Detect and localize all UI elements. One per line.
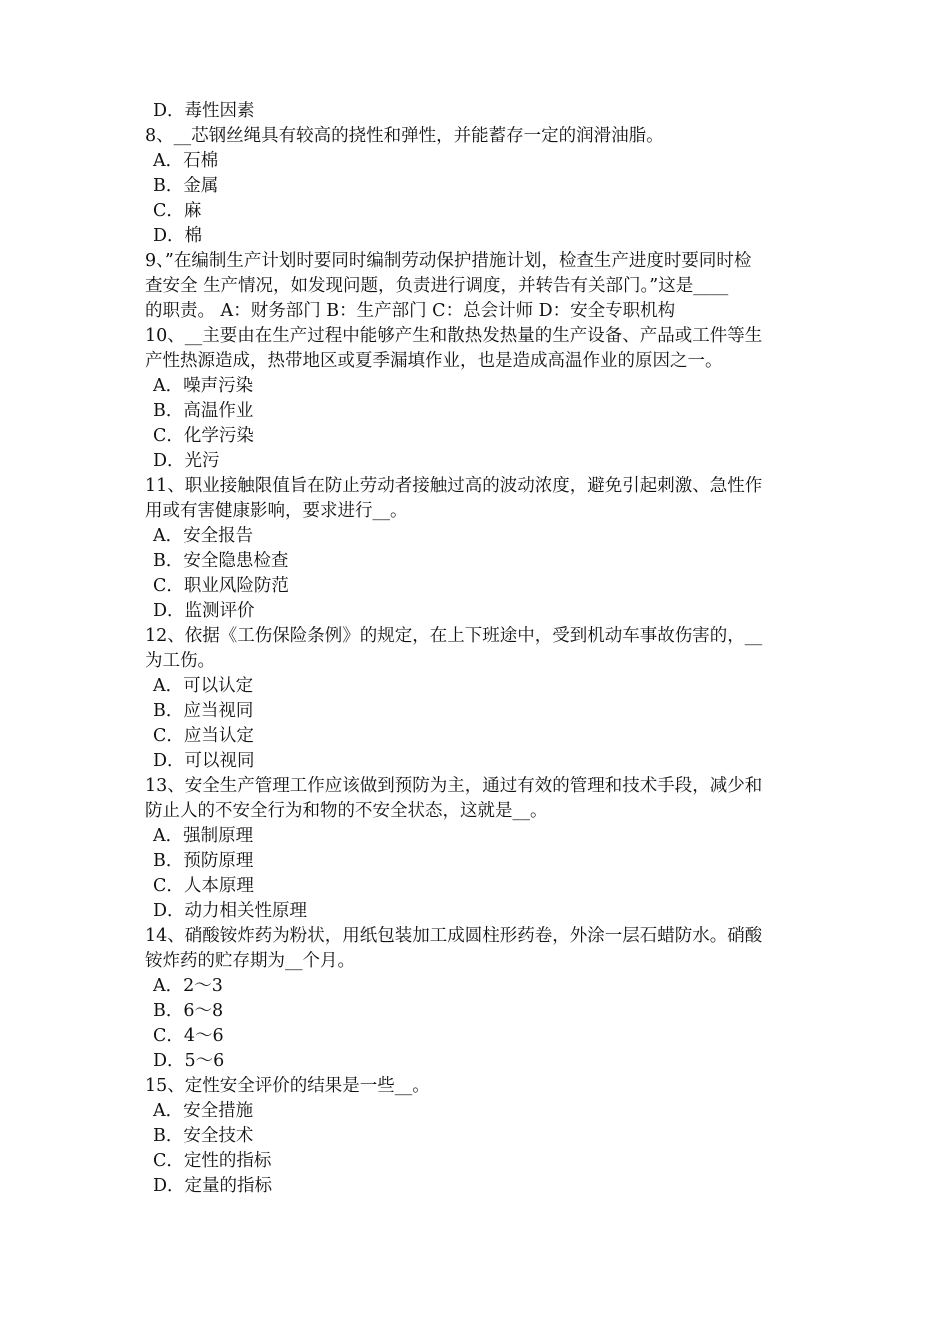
answer-option: D．可以视同: [153, 751, 255, 771]
question-text-line: 查安全 生产情况，如发现问题，负责进行调度，并转告有关部门。”这是____: [145, 276, 729, 296]
answer-option: B．应当视同: [153, 701, 254, 721]
question-text-line: 10、__主要由在生产过程中能够产生和散热发热量的生产设备、产品或工件等生: [145, 326, 763, 346]
answer-option: C．化学污染: [153, 426, 254, 446]
answer-option: C．职业风险防范: [153, 576, 289, 596]
question-text-line: 产性热源造成，热带地区或夏季漏填作业，也是造成高温作业的原因之一。: [145, 351, 723, 371]
question-text-line: 14、硝酸铵炸药为粉状，用纸包装加工成圆柱形药卷，外涂一层石蜡防水。硝酸: [145, 926, 763, 946]
question-text-line: 铵炸药的贮存期为__个月。: [145, 951, 355, 971]
answer-option: B．6～8: [153, 1001, 224, 1021]
answer-option: D．定量的指标: [153, 1176, 273, 1196]
question-text-line: 13、安全生产管理工作应该做到预防为主，通过有效的管理和技术手段，减少和: [145, 776, 763, 796]
answer-option: D．动力相关性原理: [153, 901, 308, 921]
question-text-line: 8、__芯钢丝绳具有较高的挠性和弹性，并能蓄存一定的润滑油脂。: [145, 126, 664, 146]
answer-option: B．金属: [153, 176, 219, 196]
answer-option: A．安全措施: [153, 1101, 254, 1121]
answer-option: B．高温作业: [153, 401, 254, 421]
answer-option: D．毒性因素: [153, 101, 255, 121]
answer-option: C．麻: [153, 201, 202, 221]
question-text-line: 的职责。 A：财务部门 B：生产部门 C：总会计师 D：安全专职机构: [145, 301, 676, 321]
answer-option: C．4～6: [153, 1026, 224, 1046]
question-text-line: 12、依据《工伤保险条例》的规定，在上下班途中，受到机动车事故伤害的，__: [145, 626, 763, 646]
question-text-line: 防止人的不安全行为和物的不安全状态，这就是__。: [145, 801, 548, 821]
answer-option: B．安全技术: [153, 1126, 254, 1146]
answer-option: D．光污: [153, 451, 220, 471]
answer-option: A．噪声污染: [153, 376, 254, 396]
answer-option: D．棉: [153, 226, 203, 246]
question-text-line: 用或有害健康影响，要求进行__。: [145, 501, 408, 521]
question-text-line: 11、职业接触限值旨在防止劳动者接触过高的波动浓度，避免引起刺激、急性作: [145, 476, 763, 496]
answer-option: B．预防原理: [153, 851, 254, 871]
answer-option: A．安全报告: [153, 526, 254, 546]
answer-option: A．2～3: [153, 976, 223, 996]
answer-option: C．人本原理: [153, 876, 254, 896]
answer-option: A．强制原理: [153, 826, 254, 846]
question-text-line: 为工伤。: [145, 651, 215, 671]
answer-option: A．石棉: [153, 151, 219, 171]
answer-option: B．安全隐患检查: [153, 551, 289, 571]
answer-option: D．5～6: [153, 1051, 225, 1071]
question-text-line: 9、”在编制生产计划时要同时编制劳动保护措施计划，检查生产进度时要同时检: [145, 251, 752, 271]
answer-option: C．定性的指标: [153, 1151, 272, 1171]
question-text-line: 15、定性安全评价的结果是一些__。: [145, 1076, 430, 1096]
answer-option: A．可以认定: [153, 676, 254, 696]
document-body: [145, 99, 811, 1199]
answer-option: C．应当认定: [153, 726, 254, 746]
answer-option: D．监测评价: [153, 601, 255, 621]
